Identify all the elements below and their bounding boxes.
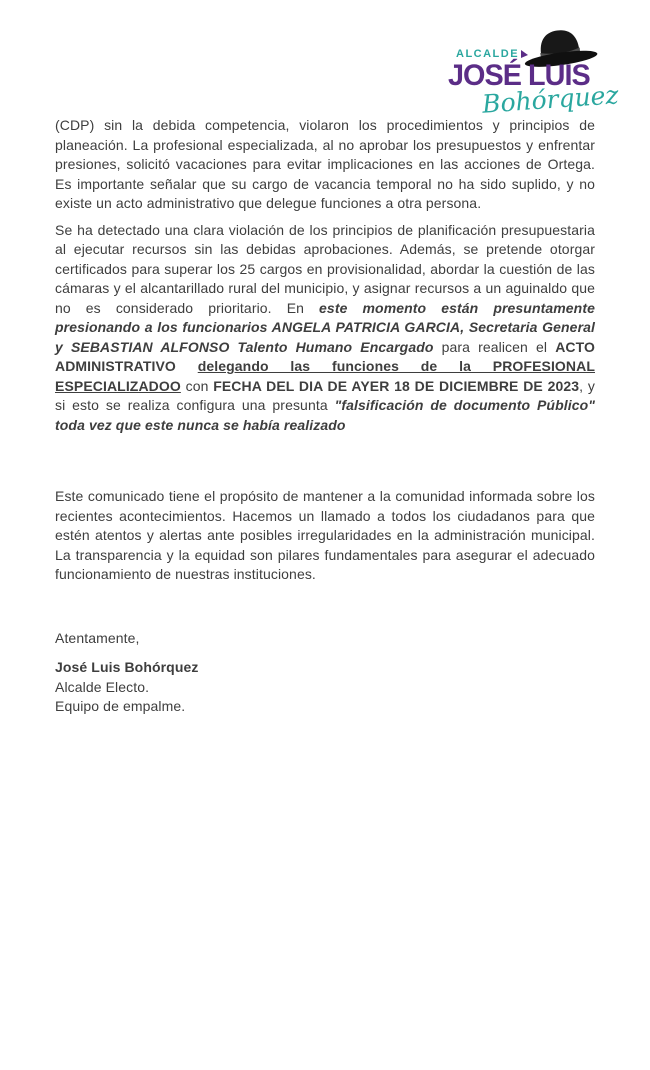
paragraph-proposito-comunicado: Este comunicado tiene el propósito de mantener a la comunidad informada sobre los recientes acontecimientos. Hacemos un llamado a todos los ciudadanos para que estén atentos y alertas ante posibles irregularidades en la administración municipal. La transparencia y la equidad son pilares fundamentales para asegurar el adecuado funcionamiento de nuestras instituciones.	[55, 488, 595, 582]
signature-title: Alcalde Electo.	[55, 678, 150, 695]
closing-salutation: Atentamente,	[55, 629, 140, 646]
signature-team: Equipo de empalme.	[55, 698, 186, 714]
logo-alcalde-label: ALCALDE	[456, 48, 528, 60]
paragraph-cdp-competencia: (CDP) sin la debida competencia, violaron los procedimientos y principios de planeación. La profesional especializada, al no aprobar los presupuestos y enfrentar presiones, solicitó vacaciones para evitar implicaciones en las acciones de Ortega. Es importante señalar que su cargo de vacancia temporal no ha sido suplido, y no existe un acto administrativo que delegue funciones a otra persona.	[55, 117, 595, 211]
logo-surname: Bohórquez	[481, 80, 620, 119]
closing-block	[55, 629, 595, 717]
logo-name: JOSÉ LUIS	[448, 59, 590, 92]
letter-body	[55, 116, 595, 717]
paragraph-violacion-presupuestaria: Se ha detectado una clara violación de los principios de planificación presupuestaria al ejecutar recursos sin las debidas aprobaciones. Además, se pretende otorgar certificados para superar los 25 cargos en provisionalidad, abordar la cuestión de las cámaras y el alcantarillado rural del municipio, y asignar recursos a un aguinaldo que no es considerado prioritario. En este momento están presuntamente presionando a los funcionarios ANGELA PATRICIA GARCIA, Secretaria General y SEBASTIAN ALFONSO Talento Humano Encargado para realicen el ACTO ADMINISTRATIVO delegando las funciones de la PROFESIONAL ESPECIALIZADOO con FECHA DEL DIA DE AYER 18 DE DICIEMBRE DE 2023, y si esto se realiza configura una presunta "falsificación de documento Público" toda vez que este nunca se había realizado	[55, 221, 595, 433]
logo	[448, 28, 620, 123]
signature-name: José Luis Bohórquez	[55, 659, 199, 675]
